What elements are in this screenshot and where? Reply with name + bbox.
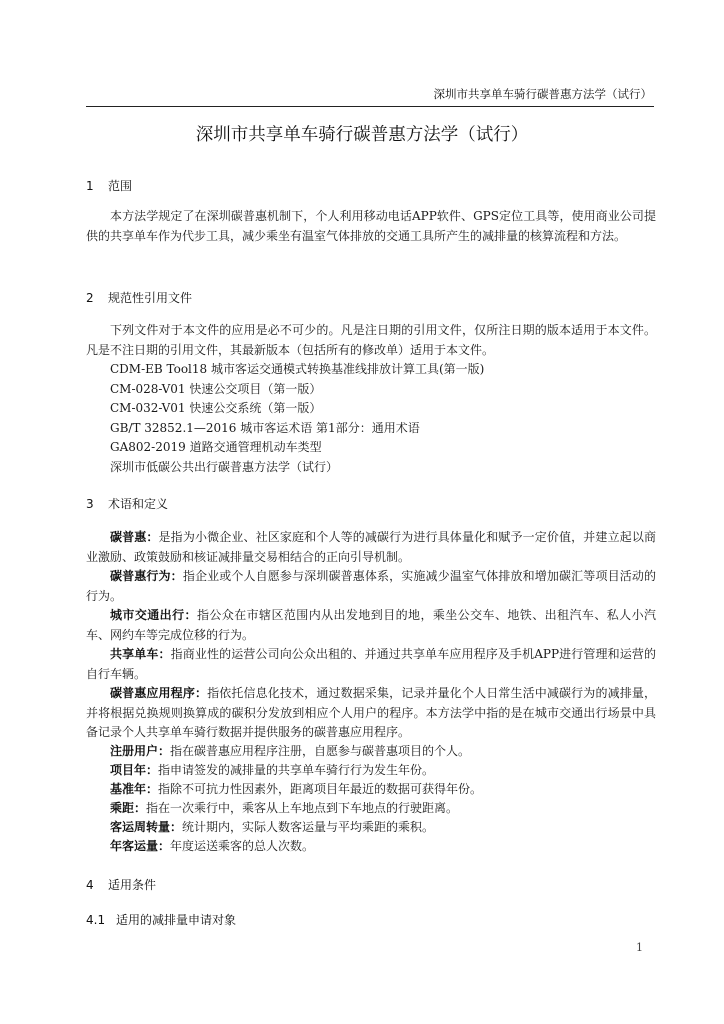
definition-app [86,684,656,743]
reference-item: CM-028-V01 快速公交项目（第一版） [110,382,322,396]
definition-text: 是指为小微企业、社区家庭和个人等的减碳行为进行具体量化和赋予一定价值，并建立起以商业激励、政策鼓励和核证减排量交易相结合的正向引导机制。 [86,530,656,564]
section-title: 术语和定义 [108,497,169,511]
definition-term: 年客运量： [110,839,171,853]
section-title: 规范性引用文件 [108,291,193,305]
definition-term: 基准年： [110,782,159,796]
definition-annual-passenger-volume [86,837,656,857]
section-number: 3 [86,497,94,511]
definition-carbon-inclusion [86,528,656,567]
definition-carbon-inclusion-behavior [86,567,656,606]
section-3-heading [86,495,168,512]
definition-text: 指企业或个人自愿参与深圳碳普惠体系，实施减少温室气体排放和增加碳汇等项目活动的行为。 [86,569,656,603]
reference-item: CM-032-V01 快速公交系统（第一版） [110,401,322,415]
definition-registered-user [86,742,656,762]
document-title: 深圳市共享单车骑行碳普惠方法学（试行） [195,125,529,145]
reference-item: CDM-EB Tool18 城市客运交通模式转换基准线排放计算工具(第一版) [110,362,485,376]
definition-text: 指除不可抗力性因素外，距离项目年最近的数据可获得年份。 [158,782,483,796]
definition-term: 注册用户： [110,744,171,758]
definition-text: 指商业性的运营公司向公众出租的、并通过共享单车应用程序及手机APP进行管理和运营的自行车辆。 [86,647,656,681]
running-header: 深圳市共享单车骑行碳普惠方法学（试行） [433,87,652,101]
reference-item: 深圳市低碳公共出行碳普惠方法学（试行） [110,460,339,474]
definition-term: 项目年： [110,763,159,777]
definition-term: 碳普惠： [110,530,159,544]
reference-item: GA802-2019 道路交通管理机动车类型 [110,440,322,454]
definition-base-year [86,780,656,800]
definition-term: 碳普惠应用程序： [110,686,208,700]
section-title: 范围 [108,179,133,193]
definition-passenger-turnover [86,818,656,838]
section-number: 2 [86,291,94,305]
definition-term: 碳普惠行为： [110,569,183,583]
definition-term: 乘距： [110,801,147,815]
section-number: 1 [86,179,94,193]
definition-shared-bike [86,645,656,684]
definition-term: 客运周转量： [110,820,183,834]
section-1-paragraph: 本方法学规定了在深圳碳普惠机制下，个人利用移动电话APP软件、GPS定位工具等，使用商业公司提供的共享单车作为代步工具，减少乘坐有温室气体排放的交通工具所产生的减排量的核算流程和方法。 [86,209,656,243]
definition-text: 统计期内，实际人数客运量与平均乘距的乘积。 [182,820,435,834]
section-2-heading [86,289,192,306]
section-4-1-heading [86,911,236,928]
definition-text: 年度运送乘客的总人次数。 [170,839,315,853]
header-divider [86,106,654,107]
definition-text: 指申请签发的减排量的共享单车骑行行为发生年份。 [158,763,435,777]
definition-text: 指在碳普惠应用程序注册，自愿参与碳普惠项目的个人。 [170,744,471,758]
definition-ride-distance [86,799,656,819]
section-4-heading [86,876,156,893]
definition-term: 共享单车： [110,647,171,661]
definition-urban-travel [86,606,656,645]
section-title: 适用条件 [108,878,157,892]
section-1-heading [86,177,132,194]
definition-text: 指依托信息化技术，通过数据采集，记录并量化个人日常生活中减碳行为的减排量，并将根据兑换规则换算成的碳积分发放到相应个人用户的程序。本方法学中指的是在城市交通出行场景中具备记录个人共享单车骑行数据并提供服务的碳普惠应用程序。 [86,686,656,739]
definition-text: 指在一次乘行中，乘客从上车地点到下车地点的行驶距离。 [146,801,459,815]
definition-text: 指公众在市辖区范围内从出发地到目的地，乘坐公交车、地铁、出租汽车、私人小汽车、网约车等完成位移的行为。 [86,608,656,642]
definition-term: 城市交通出行： [110,608,197,622]
page-number: 1 [636,941,643,954]
definition-project-year [86,761,656,781]
section-number: 4.1 [86,913,106,927]
section-number: 4 [86,878,94,892]
section-title: 适用的减排量申请对象 [116,913,237,927]
section-2-paragraph: 下列文件对于本文件的应用是必不可少的。凡是注日期的引用文件，仅所注日期的版本适用于本文件。凡是不注日期的引用文件，其最新版本（包括所有的修改单）适用于本文件。 [86,323,656,357]
reference-item: GB/T 32852.1—2016 城市客运术语 第1部分：通用术语 [110,421,420,435]
